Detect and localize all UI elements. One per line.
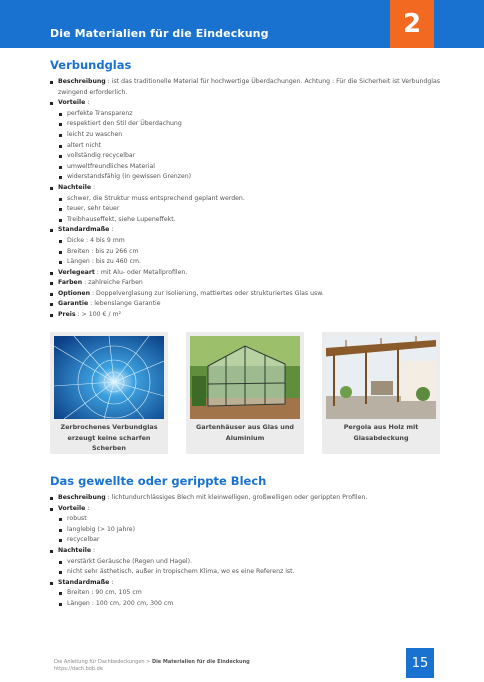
- sub-list-item: recycelbar: [59, 535, 442, 546]
- property-label: Vorteile: [58, 504, 86, 512]
- sub-list-item: umweltfreundliches Material: [59, 162, 442, 173]
- property-text: : ist das traditionelle Material für hochwertige Überdachungen. Achtung : Für die Sicherheit ist Verbundglas zwingend erforderlich.: [58, 78, 441, 96]
- property-item: [50, 578, 442, 610]
- sub-list-item: schwer, die Struktur muss entsprechend geplant werden.: [59, 194, 442, 205]
- gallery-card-greenhouse: [186, 332, 304, 454]
- sub-list: [59, 194, 442, 226]
- property-label: Optionen: [58, 289, 91, 297]
- sub-list-item: Dicke : 4 bis 9 mm: [59, 236, 442, 247]
- sub-list-item: Längen : 100 cm, 200 cm, 300 cm: [59, 599, 442, 610]
- gallery-caption: Gartenhäuser aus Glas und Aluminium: [196, 423, 294, 442]
- verbundglas-property-list: [50, 77, 442, 321]
- property-item: [50, 278, 442, 289]
- sub-list-item: leicht zu waschen: [59, 130, 442, 141]
- sub-list: [59, 557, 442, 578]
- blech-property-list: [50, 493, 442, 610]
- page-number: 15: [406, 648, 434, 678]
- property-item: [50, 504, 442, 546]
- property-text: :: [109, 578, 114, 586]
- property-label: Standardmaße: [58, 226, 110, 234]
- sub-list-item: langlebig (> 10 Jahre): [59, 525, 442, 536]
- property-item: [50, 268, 442, 279]
- sub-list-item: vollständig recycelbar: [59, 151, 442, 162]
- property-label: Verlegeart: [58, 268, 95, 276]
- footer-chapter: Die Materialien für die Eindeckung: [151, 659, 250, 665]
- property-item: [50, 98, 442, 183]
- broken-glass-image: [54, 336, 164, 419]
- pergola-image: [326, 336, 436, 419]
- property-item: [50, 225, 442, 267]
- gallery-caption: Pergola aus Holz mit Glasabdeckung: [343, 423, 419, 442]
- sub-list-item: robust: [59, 514, 442, 525]
- property-item: [50, 546, 442, 578]
- property-item: [50, 493, 442, 504]
- property-text: :: [91, 183, 96, 191]
- property-item: [50, 299, 442, 310]
- property-label: Beschreibung: [58, 494, 106, 501]
- property-text: : > 100 € / m²: [75, 311, 122, 319]
- property-label: Nachteile: [58, 546, 92, 554]
- property-label: Farben: [58, 279, 83, 287]
- sub-list: [59, 514, 442, 546]
- property-label: Vorteile: [58, 99, 86, 107]
- sub-list: [59, 109, 442, 183]
- gallery-card-pergola: [322, 332, 440, 454]
- sub-list-item: Breiten : 90 cm, 105 cm: [59, 588, 442, 599]
- gallery-caption: Zerbrochenes Verbundglas erzeugt keine scharfen Scherben: [60, 423, 158, 453]
- sub-list-item: respektiert den Stil der Überdachung: [59, 119, 442, 130]
- page-header-title: Die Materialien für die Eindeckung: [50, 27, 269, 40]
- property-text: : mit Alu- oder Metallprofilen.: [94, 268, 188, 276]
- greenhouse-image: [190, 336, 300, 419]
- sub-list-item: verstärkt Geräusche (Regen und Hagel).: [59, 557, 442, 568]
- property-item: [50, 183, 442, 225]
- section-title-verbundglas: Verbundglas: [50, 58, 132, 72]
- sub-list-item: Längen : bis zu 460 cm.: [59, 257, 442, 268]
- chapter-number-badge: 2: [390, 0, 434, 48]
- property-text: : lichtundurchlässiges Blech mit kleinwelligen, großwelligen oder gerippten Profilen.: [105, 494, 368, 501]
- property-text: :: [91, 546, 96, 554]
- image-gallery: [50, 332, 442, 454]
- sub-list: [59, 236, 442, 268]
- section-title-blech: Das gewellte oder gerippte Blech: [50, 474, 267, 488]
- property-text: : lebenslange Garantie: [88, 300, 161, 308]
- sub-list-item: perfekte Transparenz: [59, 109, 442, 120]
- property-label: Beschreibung: [58, 78, 106, 85]
- property-label: Nachteile: [58, 183, 92, 191]
- footer-breadcrumb: [54, 659, 250, 673]
- sub-list-item: Breiten : bis zu 266 cm: [59, 247, 442, 258]
- property-label: Standardmaße: [58, 578, 110, 586]
- sub-list-item: teuer, sehr teuer: [59, 204, 442, 215]
- sub-list: [59, 588, 442, 609]
- sub-list-item: widerstandsfähig (in gewissen Grenzen): [59, 172, 442, 183]
- sub-list-item: altert nicht: [59, 141, 442, 152]
- property-text: : zahlreiche Farben: [82, 279, 143, 287]
- property-text: :: [109, 226, 114, 234]
- property-item: [50, 310, 442, 321]
- property-item: [50, 77, 442, 98]
- property-text: : Doppelverglasung zur Isolierung, mattiertes oder strukturiertes Glas usw.: [90, 289, 324, 297]
- gallery-card-broken-glass: [50, 332, 168, 454]
- footer-url[interactable]: https://dach.bob.de: [54, 666, 103, 672]
- property-text: :: [85, 504, 90, 512]
- sub-list-item: Treibhauseffekt, siehe Lupeneffekt.: [59, 215, 442, 226]
- sub-list-item: nicht sehr ästhetisch, außer in tropischem Klima, wo es eine Referenz ist.: [59, 567, 442, 578]
- property-label: Preis: [58, 311, 76, 319]
- property-item: [50, 289, 442, 300]
- property-text: :: [85, 99, 90, 107]
- property-label: Garantie: [58, 300, 89, 308]
- footer-guide-link[interactable]: Die Anleitung für Dachbedeckungen >: [54, 659, 152, 665]
